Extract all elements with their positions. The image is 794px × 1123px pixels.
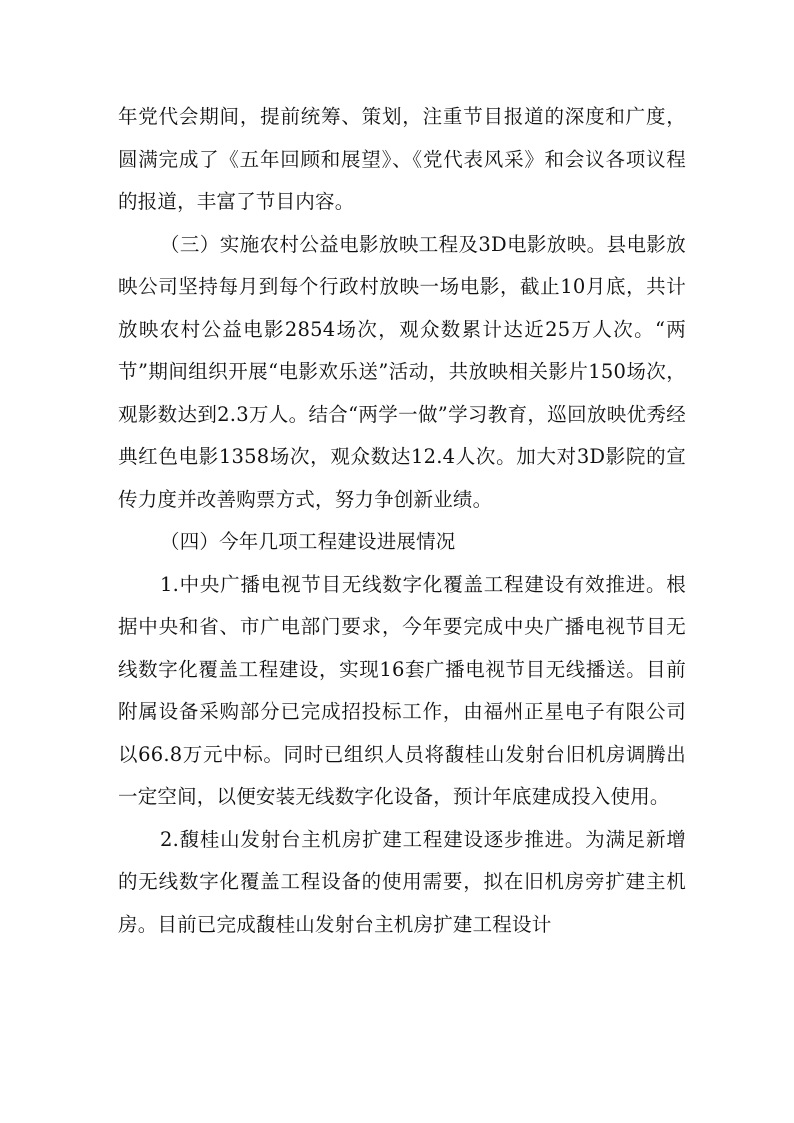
section-heading-projects: （四）今年几项工程建设进展情况 <box>160 530 456 553</box>
paragraph-continuation: 年党代会期间，提前统筹、策划，注重节目报道的深度和广度，圆满完成了《五年回顾和展望》、《党代表风采》和会议各项议程的报道，丰富了节目内容。 <box>118 105 686 213</box>
paragraph-transmitter-expansion: 2.馥桂山发射台主机房扩建工程建设逐步推进。为满足新增的无线数字化覆盖工程设备的使用需要，拟在旧机房旁扩建主机房。目前已完成馥桂山发射台主机房扩建工程设计 <box>118 827 686 936</box>
document-body <box>118 96 686 946</box>
paragraph-rural-film-screening: （三）实施农村公益电影放映工程及3D电影放映。县电影放映公司坚持每月到每个行政村放映一场电影，截止10月底，共计放映农村公益电影2854场次，观众数累计达近25万人次。“两节”期间组织开展“电影欢乐送”活动，共放映相关影片150场次，观影数达到2.3万人。结合“两学一做”学习教育，巡回放映优秀经典红色电影1358场次，观众数达12.4人次。加大对3D影院的宣传力度并改善购票方式，努力争创新业绩。 <box>118 232 686 511</box>
paragraph-wireless-digital-coverage: 1.中央广播电视节目无线数字化覆盖工程建设有效推进。根据中央和省、市广电部门要求，今年要完成中央广播电视节目无线数字化覆盖工程建设，实现16套广播电视节目无线播送。目前附属设备采购部分已完成招投标工作，由福州正星电子有限公司以66.8万元中标。同时已组织人员将馥桂山发射台旧机房调腾出一定空间，以便安装无线数字化设备，预计年底建成投入使用。 <box>118 572 686 808</box>
